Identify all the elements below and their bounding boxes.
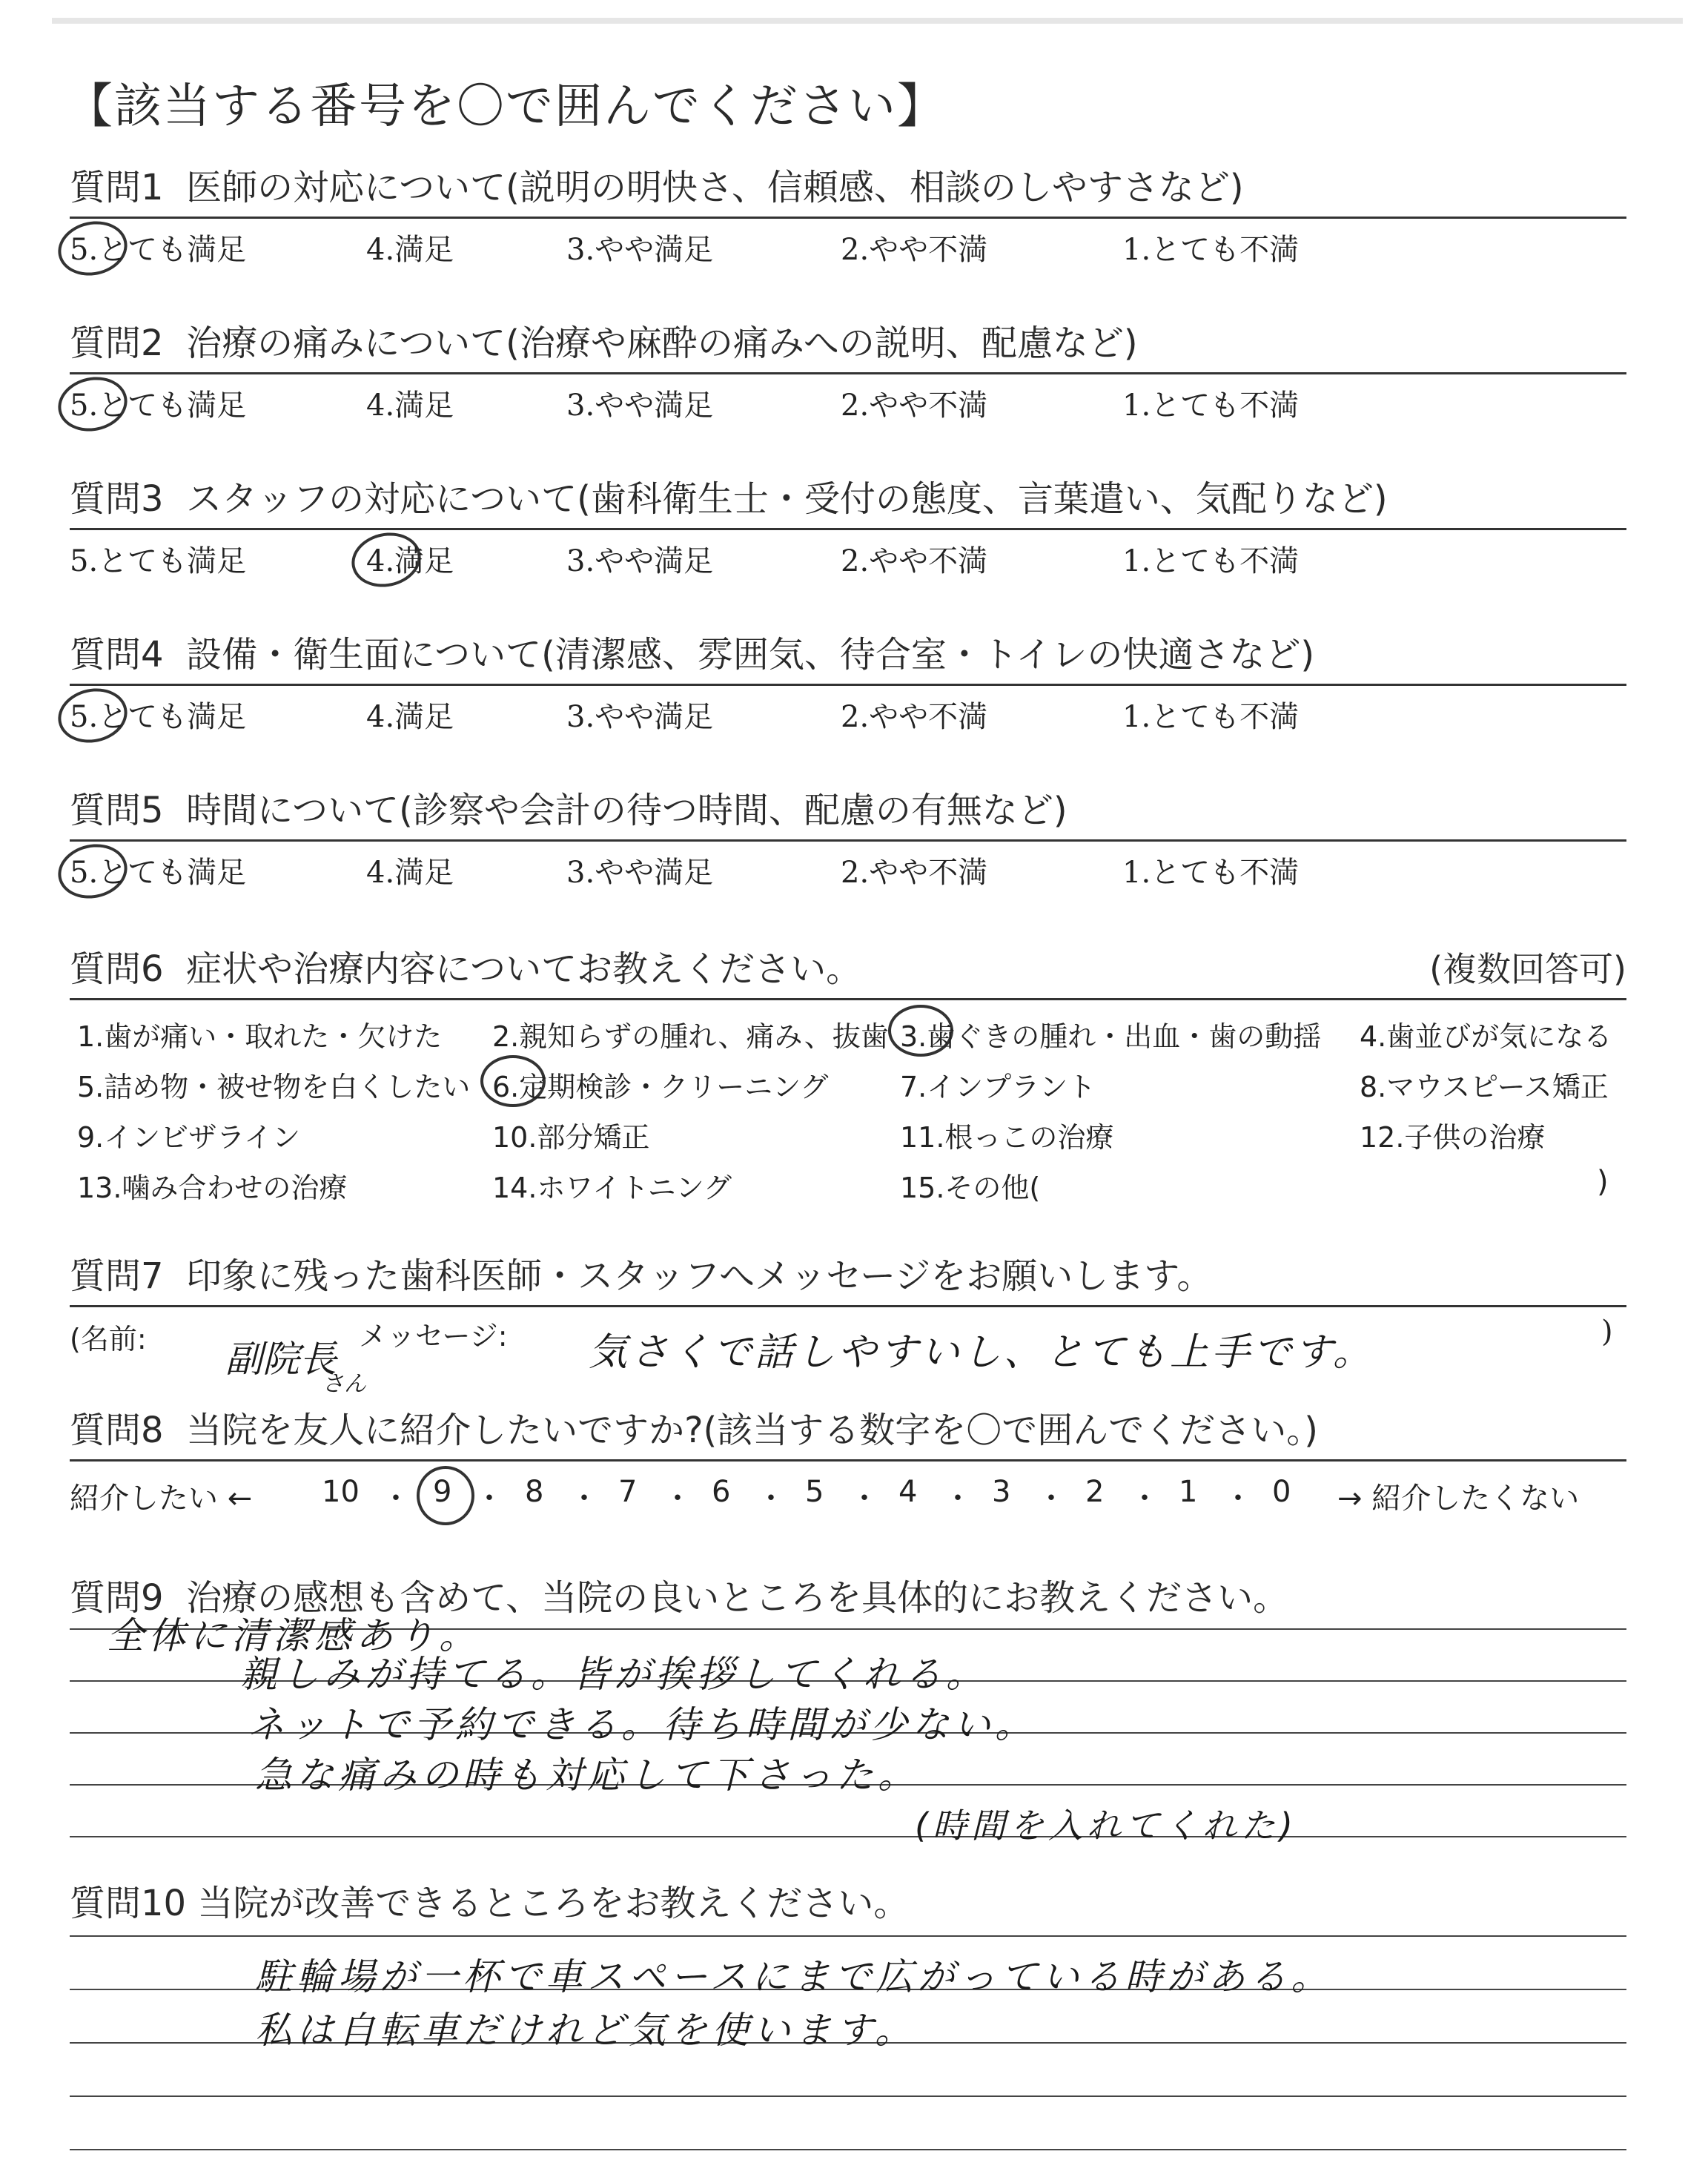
handwritten-answer: 急な痛みの時も対応して下さった。	[255, 1754, 919, 1797]
question-8-title: 質問8 当院を友人に紹介したいですか?(該当する数字を〇で囲んでください。)	[70, 1410, 1318, 1451]
ruled-line	[70, 1836, 1626, 1837]
question-1	[70, 165, 1626, 271]
symptom-option[interactable]: 4.歯並びが気になる	[1360, 1020, 1612, 1053]
scale-10[interactable]: 10	[322, 1475, 360, 1509]
symptom-option[interactable]: 1.歯が痛い・取れた・欠けた	[77, 1020, 443, 1053]
option-2[interactable]: 2.やや不満	[841, 700, 988, 734]
question-1-title: 質問1 医師の対応について(説明の明快さ、信頼感、相談のしやすさなど)	[70, 167, 1244, 208]
scale-dot: ・	[756, 1482, 786, 1516]
option-1[interactable]: 1.とても不満	[1122, 700, 1300, 734]
symptom-option[interactable]: 7.インプラント	[900, 1071, 1096, 1103]
symptom-option[interactable]: 14.ホワイトニング	[492, 1172, 732, 1204]
name-label: (名前:	[70, 1323, 147, 1355]
option-4[interactable]: 4.満足	[366, 700, 454, 734]
handwritten-name: 副院長	[225, 1338, 337, 1381]
question-4-title: 質問4 設備・衛生面について(清潔感、雰囲気、待合室・トイレの快適さなど)	[70, 634, 1315, 676]
scale-dot: ・	[1130, 1482, 1159, 1516]
scale-dot: ・	[1036, 1482, 1066, 1516]
scale-left-label: 紹介したい ←	[70, 1482, 253, 1516]
option-5[interactable]: 5.とても満足	[70, 233, 247, 267]
message-close-paren: )	[1601, 1315, 1613, 1349]
question-4	[70, 632, 1626, 738]
option-3[interactable]: 3.やや満足	[566, 856, 714, 890]
scale-5[interactable]: 5	[805, 1475, 824, 1509]
question-2-options	[70, 374, 1626, 426]
question-3	[70, 476, 1626, 582]
other-close-paren: )	[1597, 1165, 1609, 1199]
ruled-line	[70, 2149, 1626, 2150]
option-3[interactable]: 3.やや満足	[566, 389, 714, 423]
message-label: メッセージ:	[359, 1320, 508, 1353]
ruled-line	[70, 2095, 1626, 2097]
scale-4[interactable]: 4	[898, 1475, 918, 1509]
option-5[interactable]: 5.とても満足	[70, 856, 247, 890]
scale-dot: ・	[569, 1482, 599, 1516]
symptom-option[interactable]: 10.部分矯正	[492, 1121, 650, 1154]
handwritten-answer: 私は自転車だけれど気を使います。	[255, 2009, 916, 2052]
handwritten-answer: 全体に清潔感あり。	[107, 1614, 480, 1657]
answer-lines	[70, 1926, 1626, 2149]
option-1[interactable]: 1.とても不満	[1122, 544, 1300, 578]
question-3-title: 質問3 スタッフの対応について(歯科衛生士・受付の態度、言葉遣い、気配りなど)	[70, 478, 1388, 520]
option-1[interactable]: 1.とても不満	[1122, 389, 1300, 423]
handwritten-answer: 親しみが持てる。皆が挨拶してくれる。	[240, 1653, 987, 1696]
message-area	[70, 1307, 1626, 1396]
option-3[interactable]: 3.やや満足	[566, 233, 714, 267]
scale-dot: ・	[663, 1482, 692, 1516]
ruled-line	[70, 1935, 1626, 1937]
option-5[interactable]: 5.とても満足	[70, 700, 247, 734]
scale-8[interactable]: 8	[525, 1475, 544, 1509]
page-top-edge	[52, 18, 1683, 24]
scale-dot: ・	[1223, 1482, 1253, 1516]
question-10-title: 質問10 当院が改善できるところをお教えください。	[70, 1883, 910, 1924]
option-2[interactable]: 2.やや不満	[841, 233, 988, 267]
recommend-scale	[70, 1462, 1626, 1528]
handwritten-answer: 駐輪場が一杯で車スペースにまで広がっている時がある。	[255, 1955, 1333, 1998]
option-2[interactable]: 2.やや不満	[841, 389, 988, 423]
option-2[interactable]: 2.やや不満	[841, 856, 988, 890]
question-2-title: 質問2 治療の痛みについて(治療や麻酔の痛みへの説明、配慮など)	[70, 323, 1138, 364]
option-1[interactable]: 1.とても不満	[1122, 856, 1300, 890]
option-5[interactable]: 5.とても満足	[70, 544, 247, 578]
handwritten-message: 気さくで話しやすいし、とても上手です。	[589, 1330, 1374, 1375]
scale-right-label: → 紹介したくない	[1337, 1482, 1580, 1516]
question-2	[70, 320, 1626, 426]
scale-7[interactable]: 7	[618, 1475, 638, 1509]
answer-lines	[70, 1614, 1626, 1903]
question-5	[70, 787, 1626, 894]
scale-0[interactable]: 0	[1272, 1475, 1291, 1509]
option-1[interactable]: 1.とても不満	[1122, 233, 1300, 267]
scale-9[interactable]: 9	[433, 1475, 452, 1509]
question-5-options	[70, 842, 1626, 894]
option-3[interactable]: 3.やや満足	[566, 700, 714, 734]
question-6	[70, 946, 1626, 1208]
page-title: 【該当する番号を〇で囲んでください】	[65, 79, 946, 134]
question-3-options	[70, 530, 1626, 582]
scale-dot: ・	[381, 1482, 411, 1516]
question-4-options	[70, 686, 1626, 738]
option-3[interactable]: 3.やや満足	[566, 544, 714, 578]
question-1-options	[70, 219, 1626, 271]
symptom-option[interactable]: 13.噛み合わせの治療	[77, 1172, 348, 1204]
symptom-option[interactable]: 9.インビザライン	[77, 1121, 301, 1154]
handwritten-name-suffix: さん	[322, 1371, 366, 1397]
symptom-option[interactable]: 2.親知らずの腫れ、痛み、抜歯	[492, 1020, 889, 1053]
question-8	[70, 1407, 1626, 1528]
scale-dot: ・	[474, 1482, 504, 1516]
scale-6[interactable]: 6	[712, 1475, 731, 1509]
symptom-option[interactable]: 11.根っこの治療	[900, 1121, 1114, 1154]
option-4[interactable]: 4.満足	[366, 856, 454, 890]
scale-3[interactable]: 3	[992, 1475, 1011, 1509]
option-4[interactable]: 4.満足	[366, 389, 454, 423]
option-2[interactable]: 2.やや不満	[841, 544, 988, 578]
scale-dot: ・	[943, 1482, 973, 1516]
option-5[interactable]: 5.とても満足	[70, 389, 247, 423]
symptom-option[interactable]: 5.詰め物・被せ物を白くしたい	[77, 1071, 471, 1103]
option-4[interactable]: 4.満足	[366, 233, 454, 267]
handwritten-answer: ネットで予約できる。待ち時間が少ない。	[248, 1703, 1036, 1746]
handwritten-answer: (時間を入れてくれた)	[915, 1806, 1297, 1846]
symptom-options	[70, 1000, 1626, 1208]
question-10	[70, 1880, 1626, 2149]
question-7	[70, 1253, 1626, 1396]
question-7-title: 質問7 印象に残った歯科医師・スタッフへメッセージをお願いします。	[70, 1255, 1213, 1297]
question-9	[70, 1575, 1626, 1903]
symptom-option[interactable]: 12.子供の治療	[1360, 1121, 1546, 1154]
scale-2[interactable]: 2	[1085, 1475, 1105, 1509]
symptom-option[interactable]: 8.マウスピース矯正	[1360, 1071, 1609, 1103]
multiple-answers-note: (複数回答可)	[1429, 949, 1626, 989]
symptom-option-other[interactable]: 15.その他(	[900, 1172, 1041, 1204]
scale-1[interactable]: 1	[1179, 1475, 1198, 1509]
question-6-title: 質問6 症状や治療内容についてお教えください。 (複数回答可)	[70, 946, 1626, 992]
option-4[interactable]: 4.満足	[366, 544, 454, 578]
symptom-option[interactable]: 3.歯ぐきの腫れ・出血・歯の動揺	[900, 1020, 1322, 1053]
symptom-option[interactable]: 6.定期検診・クリーニング	[492, 1071, 829, 1103]
question-9-title: 質問9 治療の感想も含めて、当院の良いところを具体的にお教えください。	[70, 1577, 1289, 1619]
scale-dot: ・	[850, 1482, 879, 1516]
question-5-title: 質問5 時間について(診察や会計の待つ時間、配慮の有無など)	[70, 790, 1068, 831]
